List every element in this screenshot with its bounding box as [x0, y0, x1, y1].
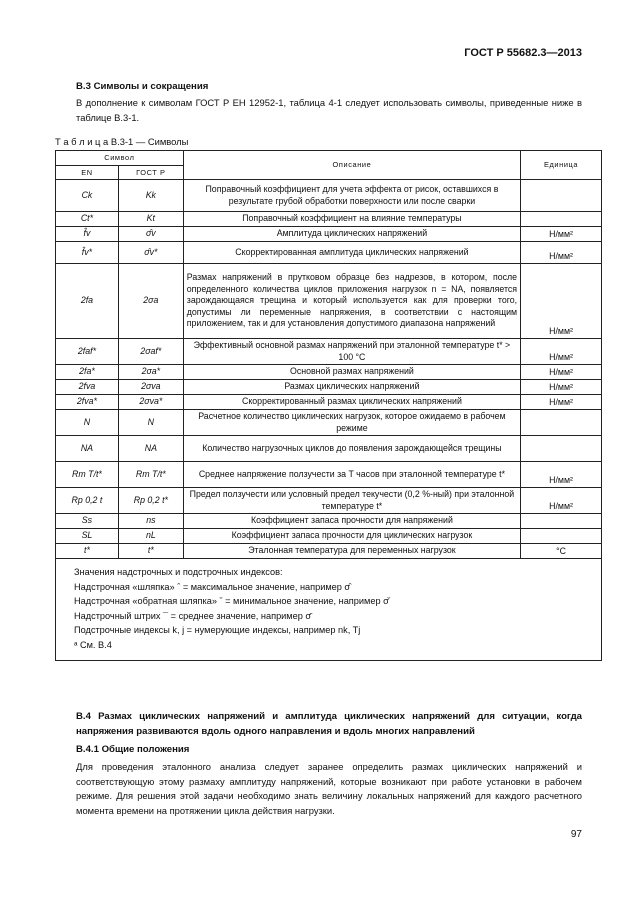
note-line: Надстрочная «обратная шляпка» ˇ = минимальное значение, например σ̌	[74, 596, 389, 606]
section-b41-text: Для проведения эталонного анализа следует заранее определить размах циклических напряжений и соответствующую этому размаху амплитуду напряжений, которые возникают при работе установки в рабочем режиме. Для решения этой задачи необходимо знать величину локальных напряжений для каждого расчетного момента времени на протяжении цикла действия нагрузки.	[76, 761, 582, 816]
description-cell: Расчетное количество циклических нагрузок, которое ожидаемо в рабочем режиме	[183, 410, 520, 436]
description-cell: Эффективный основной размах напряжений при эталонной температуре t* > 100 °С	[183, 339, 520, 365]
table-row	[56, 339, 602, 365]
table-row	[56, 264, 602, 339]
section-b3-text: В дополнение к символам ГОСТ Р ЕН 12952-1, таблица 4-1 следует использовать символы, приведенные ниже в таблице В.3-1.	[76, 97, 582, 123]
symbol-gost-cell: 2σa	[118, 264, 183, 339]
unit-cell: Н/мм²	[521, 339, 602, 365]
description-cell: Размах циклических напряжений	[183, 380, 520, 395]
table-row	[56, 380, 602, 395]
symbol-gost-cell: N	[118, 410, 183, 436]
unit-cell: Н/мм²	[521, 380, 602, 395]
note-line: Надстрочная «шляпка» ˆ = максимальное значение, например σ̂	[74, 581, 351, 592]
symbol-gost-cell: ns	[118, 514, 183, 529]
table-row	[56, 436, 602, 462]
note-line: Надстрочный штрих ¯ = среднее значение, например σ̄	[74, 610, 312, 621]
table-row	[56, 395, 602, 410]
table-row	[56, 529, 602, 544]
table-row	[56, 488, 602, 514]
symbols-table	[55, 150, 602, 661]
symbol-en-cell: 2fva	[56, 380, 119, 395]
description-cell: Поправочный коэффициент для учета эффекта от рисок, оставшихся в результате грубой обработки поверхности или после сварки	[183, 180, 520, 212]
symbol-en-cell: 2fva*	[56, 395, 119, 410]
table-row	[56, 462, 602, 488]
document-header: ГОСТ Р 55682.3—2013	[464, 47, 582, 59]
header-symbol: Символ	[56, 151, 184, 166]
symbol-en-cell: 2faf*	[56, 339, 119, 365]
description-cell: Количество нагрузочных циклов до появления зарождающейся трещины	[183, 436, 520, 462]
unit-cell: Н/мм²	[521, 264, 602, 339]
note-line: Значения надстрочных и подстрочных индексов:	[74, 567, 283, 577]
symbol-en-cell: f̂v	[56, 227, 119, 242]
unit-cell: °С	[521, 544, 602, 559]
symbol-en-cell: Ss	[56, 514, 119, 529]
table-row	[56, 180, 602, 212]
table-row	[56, 410, 602, 436]
description-cell: Амплитуда циклических напряжений	[183, 227, 520, 242]
symbol-gost-cell: Kt	[118, 212, 183, 227]
symbol-gost-cell: 2σva	[118, 380, 183, 395]
symbol-gost-cell: 2σa*	[118, 365, 183, 380]
symbol-gost-cell: Kk	[118, 180, 183, 212]
table-row	[56, 365, 602, 380]
symbol-gost-cell: t*	[118, 544, 183, 559]
description-cell: Размах напряжений в прутковом образце без надрезов, в котором, после определенного количества циклов приложения нагрузок n = NA, появляется зарождающаяся трещина и который используется как для проверки того, допустимы ли переменные напряжения, в соответствии с настоящим приложением, так и для установления допустимого диапазона напряжений	[183, 264, 520, 339]
note-line: Подстрочные индексы k, j = нумерующие индексы, например nk, Tj	[74, 625, 361, 635]
unit-cell: Н/мм²	[521, 242, 602, 264]
table-row	[56, 544, 602, 559]
description-cell: Основной размах напряжений	[183, 365, 520, 380]
symbol-en-cell: f̂v*	[56, 242, 119, 264]
unit-cell	[521, 180, 602, 212]
header-gost: ГОСТ Р	[118, 165, 183, 180]
symbol-en-cell: 2fa*	[56, 365, 119, 380]
symbol-gost-cell: Rp 0,2 t*	[118, 488, 183, 514]
symbol-gost-cell: 2σaf*	[118, 339, 183, 365]
symbol-gost-cell: Rm T/t*	[118, 462, 183, 488]
symbol-en-cell: 2fa	[56, 264, 119, 339]
symbol-gost-cell: 2σva*	[118, 395, 183, 410]
description-cell: Эталонная температура для переменных нагрузок	[183, 544, 520, 559]
symbol-gost-cell: NA	[118, 436, 183, 462]
unit-cell: Н/мм²	[521, 488, 602, 514]
description-cell: Коэффициент запаса прочности для циклических нагрузок	[183, 529, 520, 544]
symbol-en-cell: Ck	[56, 180, 119, 212]
description-cell: Поправочный коэффициент на влияние температуры	[183, 212, 520, 227]
unit-cell: Н/мм²	[521, 227, 602, 242]
symbol-en-cell: Ct*	[56, 212, 119, 227]
symbol-en-cell: Rp 0,2 t	[56, 488, 119, 514]
table-notes	[56, 559, 602, 661]
table-caption: Т а б л и ц а В.3-1 — Символы	[55, 136, 189, 147]
unit-cell	[521, 436, 602, 462]
unit-cell	[521, 529, 602, 544]
symbol-gost-cell: σ̂v*	[118, 242, 183, 264]
table-row	[56, 227, 602, 242]
unit-cell: Н/мм²	[521, 395, 602, 410]
header-en: EN	[56, 165, 119, 180]
unit-cell	[521, 410, 602, 436]
description-cell: Скорректированная амплитуда циклических напряжений	[183, 242, 520, 264]
section-b41-title: В.4.1 Общие положения	[76, 744, 190, 755]
header-unit: Единица	[521, 151, 602, 180]
table-row	[56, 212, 602, 227]
unit-cell: Н/мм²	[521, 462, 602, 488]
description-cell: Среднее напряжение ползучести за T часов при эталонной температуре t*	[183, 462, 520, 488]
section-b3-title: В.3 Символы и сокращения	[76, 81, 209, 92]
symbol-en-cell: N	[56, 410, 119, 436]
note-line: ᵃ См. В.4	[74, 639, 112, 650]
description-cell: Скорректированный размах циклических напряжений	[183, 395, 520, 410]
unit-cell	[521, 212, 602, 227]
table-row	[56, 514, 602, 529]
description-cell: Предел ползучести или условный предел текучести (0,2 %-ный) при эталонной температуре t*	[183, 488, 520, 514]
symbol-gost-cell: σ̂v	[118, 227, 183, 242]
symbol-en-cell: NA	[56, 436, 119, 462]
section-b4-title: В.4 Размах циклических напряжений и амплитуда циклических напряжений для ситуации, когда напряжения развиваются вдоль одного направления и вдоль многих направлений	[76, 711, 582, 737]
symbol-en-cell: Rm T/t*	[56, 462, 119, 488]
table-body	[56, 180, 602, 559]
page-number: 97	[570, 829, 582, 840]
description-cell: Коэффициент запаса прочности для напряжений	[183, 514, 520, 529]
table-row	[56, 242, 602, 264]
unit-cell: Н/мм²	[521, 365, 602, 380]
symbol-en-cell: t*	[56, 544, 119, 559]
symbol-en-cell: SL	[56, 529, 119, 544]
unit-cell	[521, 514, 602, 529]
symbol-gost-cell: nL	[118, 529, 183, 544]
header-description: Описание	[183, 151, 520, 180]
